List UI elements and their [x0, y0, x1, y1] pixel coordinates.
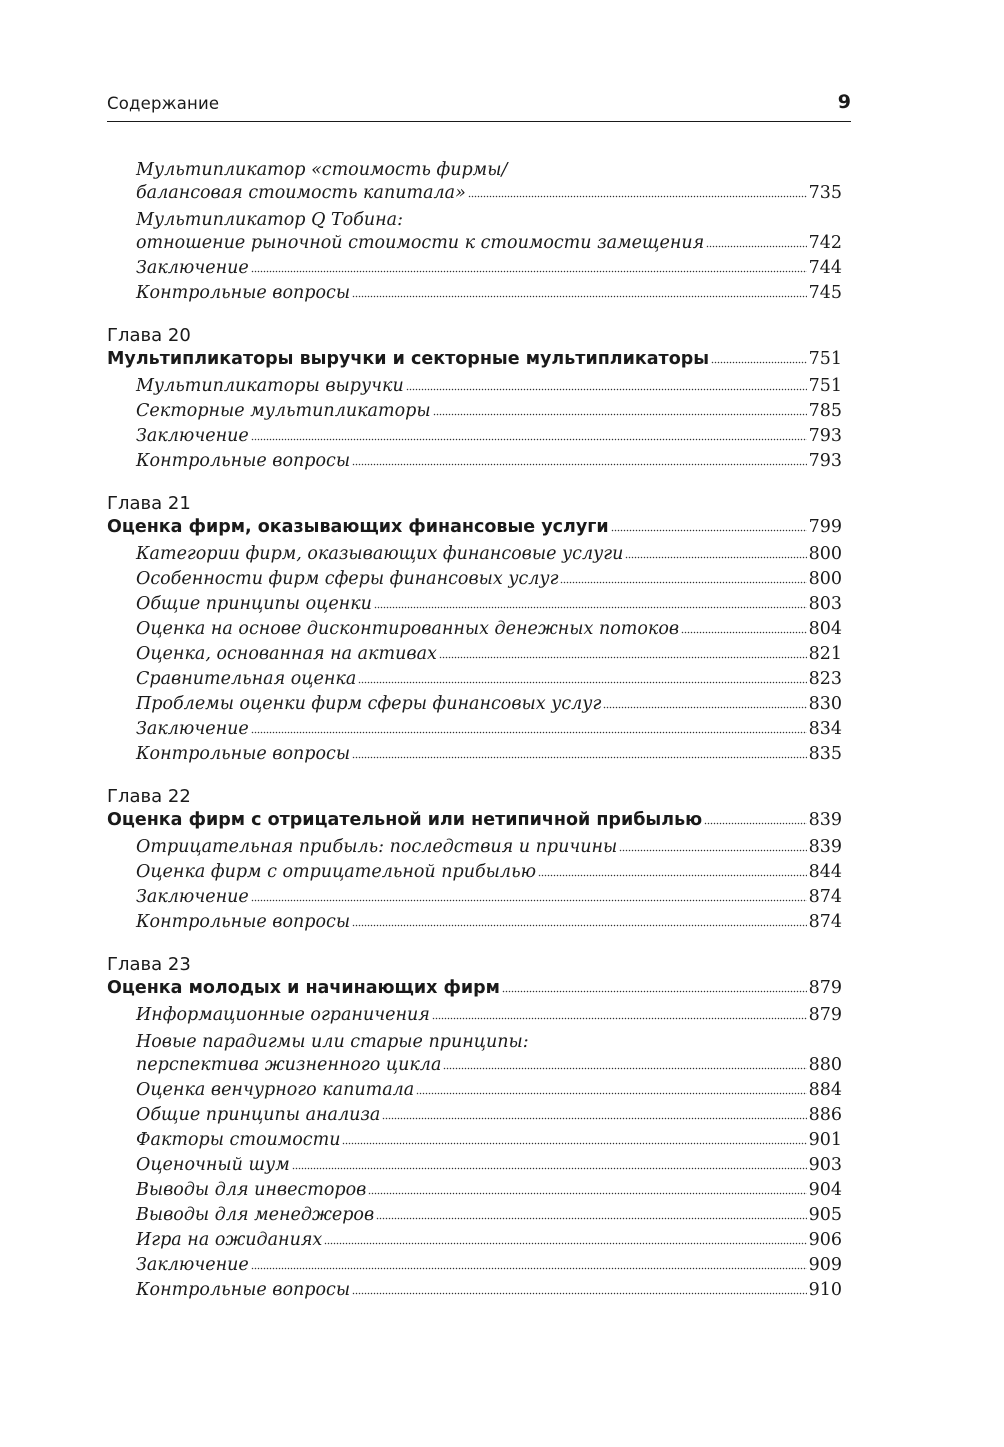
toc-entry-page: 904	[808, 1180, 842, 1200]
toc-entry-title: Контрольные вопросы	[136, 451, 351, 471]
chapter-title-text: Оценка фирм с отрицательной или нетипичной прибылью	[107, 810, 703, 830]
dot-leader	[603, 699, 806, 709]
toc-entry-page: 886	[808, 1105, 842, 1125]
dot-leader	[352, 288, 807, 298]
chapter-page: 799	[808, 517, 842, 537]
toc-entry-title: Оценка, основанная на активах	[136, 644, 437, 664]
dot-leader	[374, 599, 807, 609]
toc-entry	[107, 426, 842, 451]
dot-leader	[342, 1135, 806, 1145]
table-of-contents	[107, 158, 842, 1305]
toc-entry-page: 906	[808, 1230, 842, 1250]
toc-entry-page: 803	[808, 594, 842, 614]
chapter-title	[107, 349, 842, 376]
toc-entry	[107, 283, 842, 308]
chapter-title	[107, 810, 842, 837]
toc-entry-title: Оценочный шум	[136, 1155, 290, 1175]
toc-entry	[107, 644, 842, 669]
dot-leader	[439, 649, 807, 659]
toc-entry-page: 745	[808, 283, 842, 303]
toc-entry-page: 839	[808, 837, 842, 857]
dot-leader	[560, 574, 806, 584]
toc-entry	[107, 569, 842, 594]
toc-entry-page: 804	[808, 619, 842, 639]
toc-entry-title: Проблемы оценки фирм сферы финансовых услуг	[136, 694, 602, 714]
dot-leader	[416, 1085, 806, 1095]
dot-leader	[704, 815, 806, 825]
toc-entry-page: 909	[808, 1255, 842, 1275]
toc-entry-page: 735	[808, 183, 842, 203]
toc-entry-page: 874	[808, 887, 842, 907]
dot-leader	[711, 354, 807, 364]
toc-entry-page: 834	[808, 719, 842, 739]
chapter-title-text: Оценка фирм, оказывающих финансовые услуги	[107, 517, 609, 537]
toc-entry-page: 785	[808, 401, 842, 421]
dot-leader	[292, 1160, 807, 1170]
toc-entry-title: Секторные мультипликаторы	[136, 401, 431, 421]
toc-entry-title: Контрольные вопросы	[136, 744, 351, 764]
dot-leader	[706, 238, 806, 248]
toc-entry	[107, 1155, 842, 1180]
dot-leader	[433, 406, 807, 416]
toc-entry	[107, 376, 842, 401]
toc-entry-title: Информационные ограничения	[136, 1005, 430, 1025]
toc-entry	[107, 887, 842, 912]
toc-entry	[107, 1280, 842, 1305]
dot-leader	[251, 892, 807, 902]
dot-leader	[681, 624, 806, 634]
dot-leader	[443, 1060, 806, 1070]
chapter-title	[107, 517, 842, 544]
toc-entry-title: Выводы для инвесторов	[136, 1180, 367, 1200]
dot-leader	[251, 263, 807, 273]
header-title: Содержание	[107, 94, 220, 113]
toc-entry	[107, 1055, 842, 1080]
toc-entry-title: Оценка венчурного капитала	[136, 1080, 415, 1100]
toc-entry-title: Заключение	[136, 887, 249, 907]
toc-entry-title: Отрицательная прибыль: последствия и причины	[136, 837, 618, 857]
toc-entry	[107, 401, 842, 426]
toc-entry	[107, 258, 842, 283]
toc-entry-title: балансовая стоимость капитала»	[136, 183, 466, 203]
toc-entry	[107, 1255, 842, 1280]
dot-leader	[432, 1010, 807, 1020]
dot-leader	[251, 1260, 807, 1270]
toc-entry	[107, 1130, 842, 1155]
toc-entry-page: 884	[808, 1080, 842, 1100]
dot-leader	[382, 1110, 806, 1120]
chapter-title-text: Мультипликаторы выручки и секторные мультипликаторы	[107, 349, 710, 369]
toc-entry	[107, 183, 842, 208]
toc-entry-title: Общие принципы оценки	[136, 594, 372, 614]
dot-leader	[406, 381, 807, 391]
dot-leader	[538, 867, 807, 877]
toc-entry	[107, 233, 842, 258]
toc-entry-page: 742	[808, 233, 842, 253]
toc-entry-first-line: Новые парадигмы или старые принципы:	[136, 1032, 529, 1052]
toc-entry-title: перспектива жизненного цикла	[136, 1055, 442, 1075]
toc-entry-page: 800	[808, 569, 842, 589]
toc-entry-page: 905	[808, 1205, 842, 1225]
toc-entry	[107, 1230, 842, 1255]
toc-entry-page: 751	[808, 376, 842, 396]
toc-entry-title: Оценка фирм с отрицательной прибылью	[136, 862, 537, 882]
toc-entry	[107, 1080, 842, 1105]
toc-entry-title: Игра на ожиданиях	[136, 1230, 323, 1250]
toc-entry	[107, 1005, 842, 1030]
dot-leader	[468, 188, 807, 198]
dot-leader	[251, 724, 807, 734]
page-number: 9	[837, 91, 851, 113]
toc-entry-title: Особенности фирм сферы финансовых услуг	[136, 569, 559, 589]
toc-entry-title: Контрольные вопросы	[136, 1280, 351, 1300]
dot-leader	[376, 1210, 806, 1220]
chapter-label: Глава 21	[107, 493, 191, 514]
chapter-label: Глава 22	[107, 786, 191, 807]
toc-entry-title: Заключение	[136, 426, 249, 446]
chapter-page: 879	[808, 978, 842, 998]
toc-entry-page: 793	[808, 426, 842, 446]
dot-leader	[352, 917, 807, 927]
toc-entry-title: Выводы для менеджеров	[136, 1205, 375, 1225]
toc-entry-page: 903	[808, 1155, 842, 1175]
toc-entry-page: 835	[808, 744, 842, 764]
toc-entry	[107, 694, 842, 719]
toc-entry-title: Общие принципы анализа	[136, 1105, 381, 1125]
dot-leader	[502, 983, 807, 993]
toc-entry-page: 879	[808, 1005, 842, 1025]
dot-leader	[625, 549, 806, 559]
toc-entry	[107, 719, 842, 744]
dot-leader	[619, 842, 806, 852]
toc-entry	[107, 1105, 842, 1130]
toc-entry-page: 793	[808, 451, 842, 471]
toc-entry-page: 830	[808, 694, 842, 714]
chapter-label: Глава 20	[107, 325, 191, 346]
chapter-page: 751	[808, 349, 842, 369]
dot-leader	[358, 674, 806, 684]
toc-entry-title: Контрольные вопросы	[136, 912, 351, 932]
toc-entry-title: Мультипликаторы выручки	[136, 376, 404, 396]
running-header	[107, 88, 851, 122]
toc-entry-page: 744	[808, 258, 842, 278]
dot-leader	[611, 522, 807, 532]
toc-entry-first-line: Мультипликатор «стоимость фирмы/	[136, 160, 508, 180]
toc-entry-title: Контрольные вопросы	[136, 283, 351, 303]
toc-entry-title: Заключение	[136, 258, 249, 278]
toc-entry-page: 901	[808, 1130, 842, 1150]
dot-leader	[368, 1185, 806, 1195]
toc-entry-title: Заключение	[136, 719, 249, 739]
dot-leader	[352, 456, 807, 466]
toc-entry	[107, 1205, 842, 1230]
toc-entry	[107, 837, 842, 862]
toc-entry-page: 821	[808, 644, 842, 664]
toc-entry-title: Заключение	[136, 1255, 249, 1275]
toc-entry-page: 910	[808, 1280, 842, 1300]
toc-entry-first-line: Мультипликатор Q Тобина:	[136, 210, 403, 230]
toc-entry-title: Факторы стоимости	[136, 1130, 341, 1150]
dot-leader	[324, 1235, 806, 1245]
toc-entry	[107, 744, 842, 769]
toc-entry-page: 874	[808, 912, 842, 932]
toc-entry	[107, 1180, 842, 1205]
dot-leader	[251, 431, 807, 441]
toc-entry-page: 823	[808, 669, 842, 689]
dot-leader	[352, 749, 807, 759]
toc-entry-title: Сравнительная оценка	[136, 669, 357, 689]
toc-entry-title: Категории фирм, оказывающих финансовые услуги	[136, 544, 624, 564]
toc-entry	[107, 594, 842, 619]
chapter-title	[107, 978, 842, 1005]
toc-entry-page: 800	[808, 544, 842, 564]
toc-entry-title: отношение рыночной стоимости к стоимости замещения	[136, 233, 705, 253]
toc-entry	[107, 451, 842, 476]
chapter-page: 839	[808, 810, 842, 830]
toc-entry	[107, 912, 842, 937]
chapter-label: Глава 23	[107, 954, 191, 975]
toc-entry-page: 844	[808, 862, 842, 882]
toc-entry-page: 880	[808, 1055, 842, 1075]
toc-entry	[107, 862, 842, 887]
toc-entry	[107, 619, 842, 644]
dot-leader	[352, 1285, 807, 1295]
toc-entry	[107, 544, 842, 569]
chapter-title-text: Оценка молодых и начинающих фирм	[107, 978, 500, 998]
toc-entry	[107, 669, 842, 694]
toc-entry-title: Оценка на основе дисконтированных денежных потоков	[136, 619, 680, 639]
